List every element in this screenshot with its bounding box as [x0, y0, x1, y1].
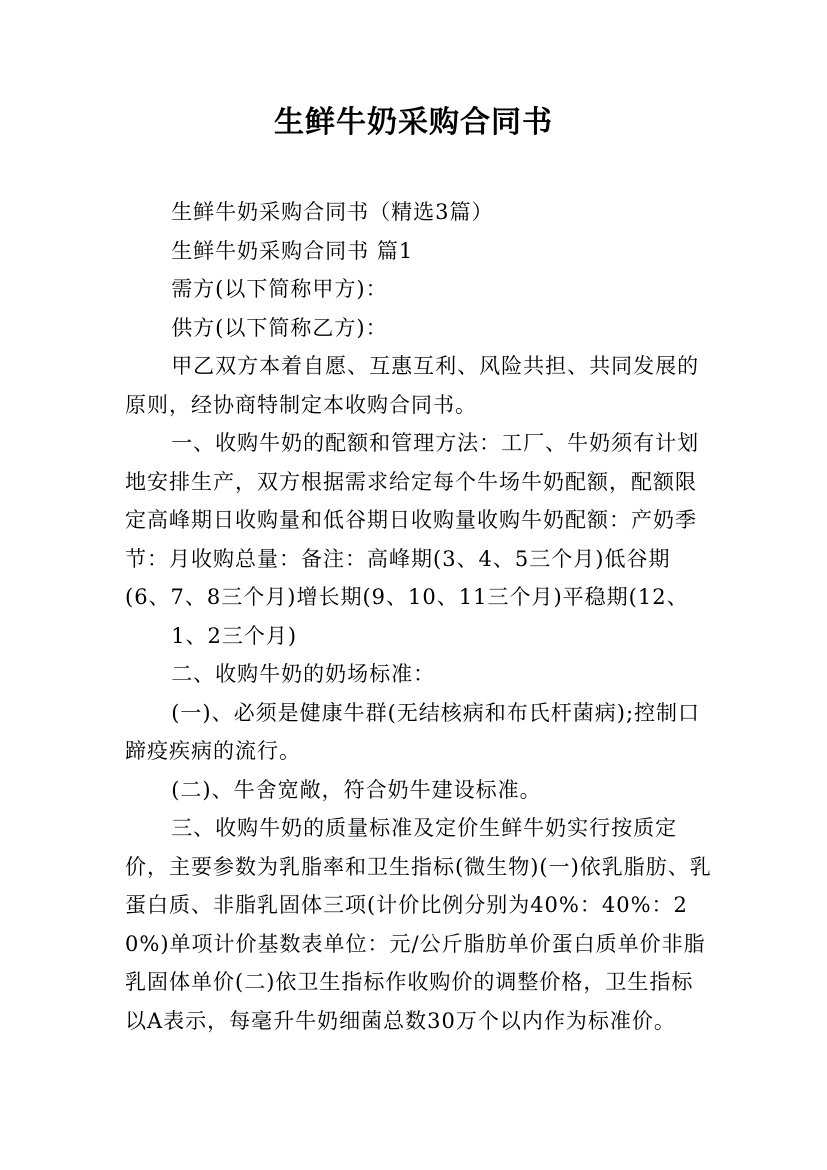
paragraph-quota-management: 一、收购牛奶的配额和管理方法：工厂、牛奶须有计划地安排生产，双方根据需求给定每个牛场牛奶配额，配额限定高峰期日收购量和低谷期日收购量收购牛奶配额：产奶季节：月收购总量：备注：高峰期(3、4、5三个月)低谷期(6、7、8三个月)增长期(9、10、11三个月)平稳期(12、 — [125, 431, 700, 609]
paragraph-supplier: 供方(以下简称乙方)： — [171, 315, 388, 340]
paragraph-collection-title: 生鲜牛奶采购合同书（精选3篇） — [171, 200, 494, 224]
document-title: 生鲜牛奶采购合同书 — [274, 105, 553, 140]
paragraph-farm-standard-two: (二)、牛舍宽敞，符合奶牛建设标准。 — [171, 777, 542, 802]
paragraph-buyer: 需方(以下简称甲方)： — [171, 277, 388, 301]
paragraph-quality-pricing: 三、收购牛奶的质量标准及定价生鲜牛奶实行按质定价，主要参数为乳脂率和卫生指标(微生物)(一)依乳脂肪、乳蛋白质、非脂乳固体三项(计价比例分别为40%：40%：20%)单项计价基数表单位：元/公斤脂肪单价蛋白质单价非脂乳固体单价(二)依卫生指标作收购价的调整价格，卫生指标以A表示，每毫升牛奶细菌总数30万个以内作为标准价。 — [125, 816, 712, 1033]
paragraph-part-heading: 生鲜牛奶采购合同书 篇1 — [171, 238, 414, 263]
paragraph-farm-standard-one: (一)、必须是健康牛群(无结核病和布氏杆菌病);控制口蹄疫疾病的流行。 — [125, 700, 701, 763]
document-body — [125, 193, 715, 1040]
paragraph-farm-standard-heading: 二、收购牛奶的奶场标准： — [171, 662, 436, 686]
paragraph-quota-months: 1、2三个月) — [171, 623, 298, 648]
paragraph-principle: 甲乙双方本着自愿、互惠互利、风险共担、共同发展的原则，经协商特制定本收购合同书。 — [125, 354, 700, 417]
